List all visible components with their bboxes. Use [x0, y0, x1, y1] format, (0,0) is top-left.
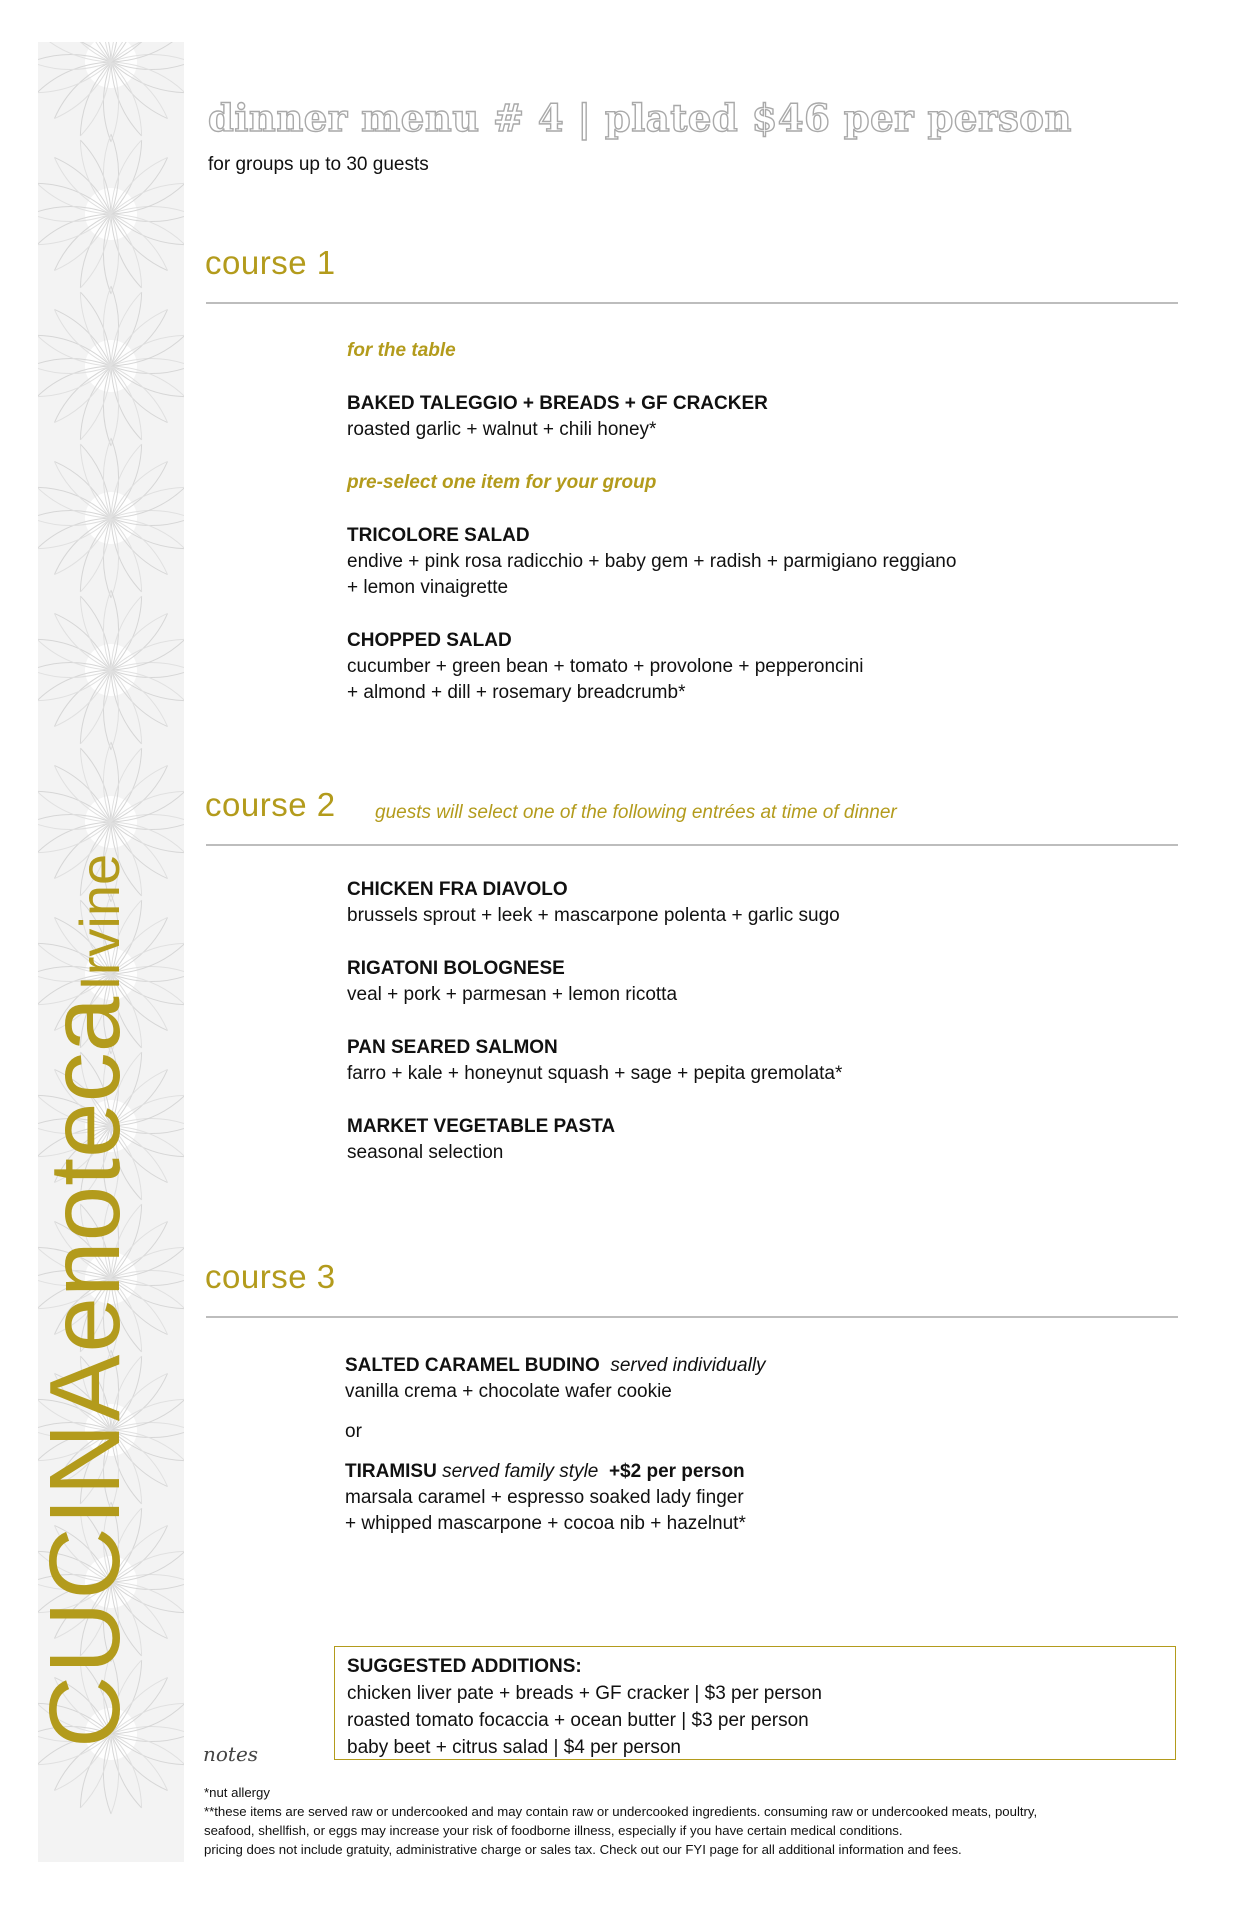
course-3-divider: [206, 1316, 1178, 1318]
page-subtitle: for groups up to 30 guests: [208, 154, 429, 175]
course-2-section: [347, 877, 1187, 1166]
footnote-line: pricing does not include gratuity, administrative charge or sales tax. Check out our FYI page for all additional information and fees.: [204, 1842, 962, 1857]
dish-desc: marsala caramel + espresso soaked lady finger: [345, 1487, 744, 1508]
brand-irvine: Irvine: [68, 853, 131, 991]
addition-item: baby beet + citrus salad | $4 per person: [347, 1737, 681, 1758]
addition-item: chicken liver pate + breads + GF cracker | $3 per person: [347, 1683, 822, 1704]
dish-desc: + whipped mascarpone + cocoa nib + hazelnut*: [345, 1513, 746, 1534]
or-separator: or: [345, 1421, 362, 1442]
brand-cucina: CUCINA: [29, 1352, 141, 1748]
footnote-line: seafood, shellfish, or eggs may increase your risk of foodborne illness, especially if you have certain medical conditions.: [204, 1823, 903, 1838]
course-2-heading: course 2: [205, 786, 336, 823]
serving-style: served individually: [610, 1355, 766, 1376]
course-2-divider: [206, 844, 1178, 846]
dish-desc: farro + kale + honeynut squash + sage + pepita gremolata*: [347, 1063, 843, 1084]
dish-name: RIGATONI BOLOGNESE: [347, 958, 565, 979]
dish-desc: + almond + dill + rosemary breadcrumb*: [347, 682, 686, 703]
preselect-label: pre-select one item for your group: [347, 472, 657, 493]
suggested-additions-box: [334, 1646, 1176, 1760]
course-1-heading: course 1: [205, 244, 336, 281]
footnote-line: *nut allergy: [204, 1785, 270, 1800]
brand-logo: [28, 854, 143, 1748]
serving-style: served family style: [442, 1461, 599, 1482]
course-3-heading: course 3: [205, 1258, 336, 1295]
dish-name: SALTED CARAMEL BUDINO: [345, 1355, 600, 1376]
dish-name: CHICKEN FRA DIAVOLO: [347, 879, 568, 900]
dish-desc: brussels sprout + leek + mascarpone polenta + garlic sugo: [347, 905, 840, 926]
brand-enoteca: enoteca: [29, 996, 141, 1353]
for-table-label: for the table: [347, 340, 456, 361]
notes-label: notes: [203, 1742, 259, 1766]
dish-name: TRICOLORE SALAD: [347, 525, 530, 546]
dish-name: CHOPPED SALAD: [347, 630, 512, 651]
dish-name: MARKET VEGETABLE PASTA: [347, 1116, 616, 1137]
addition-item: roasted tomato focaccia + ocean butter | $3 per person: [347, 1710, 809, 1731]
course-2-note: guests will select one of the following entrées at time of dinner: [375, 802, 897, 823]
course-1-divider: [206, 302, 1178, 304]
additions-heading: SUGGESTED ADDITIONS:: [347, 1656, 582, 1677]
dish-desc: seasonal selection: [347, 1142, 504, 1163]
dish-desc: veal + pork + parmesan + lemon ricotta: [347, 984, 678, 1005]
dish-name: PAN SEARED SALMON: [347, 1037, 558, 1058]
dish-name: BAKED TALEGGIO + BREADS + GF CRACKER: [347, 393, 768, 414]
dish-desc: roasted garlic + walnut + chili honey*: [347, 419, 657, 440]
dish-desc: vanilla crema + chocolate wafer cookie: [345, 1381, 672, 1402]
course-3-section: [345, 1353, 1185, 1537]
dish-desc: cucumber + green bean + tomato + provolone + pepperoncini: [347, 656, 864, 677]
upcharge: +$2 per person: [608, 1461, 745, 1482]
dish-desc: + lemon vinaigrette: [347, 577, 509, 598]
dish-name: TIRAMISU: [345, 1461, 437, 1482]
course-1-section: [347, 338, 1187, 706]
dish-desc: endive + pink rosa radicchio + baby gem + radish + parmigiano reggiano: [347, 551, 957, 572]
page-title: dinner menu # 4 | plated $46 per person: [208, 96, 1072, 140]
footer-notes: [204, 1783, 1164, 1859]
footnote-line: **these items are served raw or undercooked and may contain raw or undercooked ingredients. consuming raw or undercooked meats, poultry,: [204, 1804, 1038, 1819]
